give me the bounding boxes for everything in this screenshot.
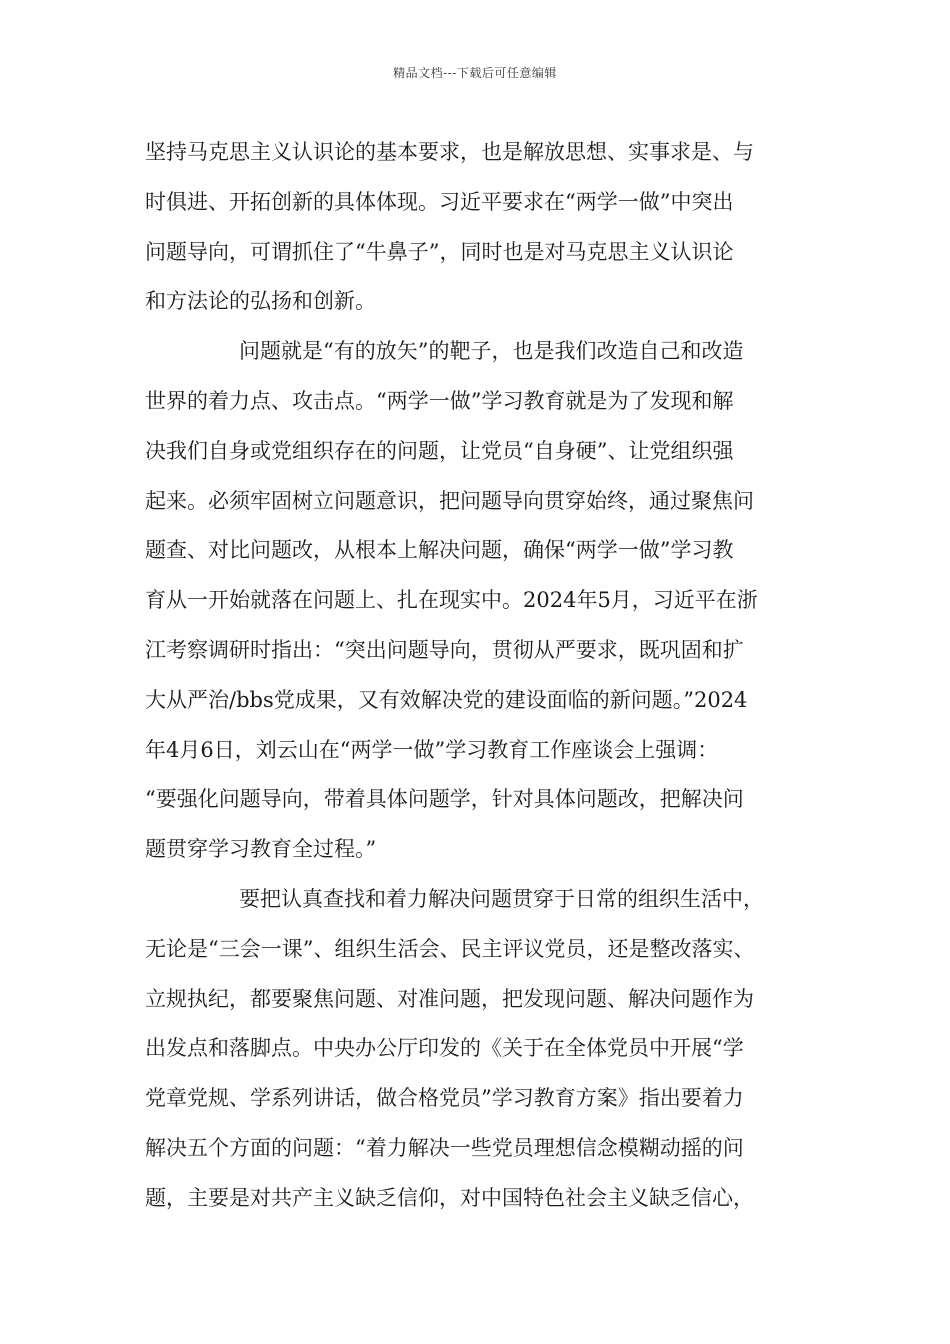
text-line: 江考察调研时指出：“突出问题导向，贯彻从严要求，既巩固和扩: [145, 637, 744, 662]
text-line: 解决五个方面的问题：“着力解决一些党员理想信念模糊动摇的问: [145, 1135, 744, 1160]
page-header: 精品文档---下载后可任意编辑: [393, 66, 557, 80]
text-line: 题贯穿学习教育全过程。”: [145, 837, 377, 862]
text-line: 坚持马克思主义认识论的基本要求，也是解放思想、实事求是、与: [145, 140, 754, 164]
text-line: 无论是“三会一课”、组织生活会、民主评议党员，还是整改落实、: [145, 936, 755, 961]
text-line: 题查、对比问题改，从根本上解决问题，确保“两学一做”学习教: [145, 538, 734, 563]
text-line: 问题就是“有的放矢”的靶子，也是我们改造自己和改造: [239, 339, 744, 364]
text-line: 年4月6日，刘云山在“两学一做”学习教育工作座谈会上强调：: [145, 737, 719, 762]
text-line: 决我们自身或党组织存在的问题，让党员“自身硬”、让党组织强: [145, 438, 734, 463]
document-body: [145, 128, 845, 1224]
text-line: 世界的着力点、攻击点。“两学一做”学习教育就是为了发现和解: [145, 388, 734, 413]
text-line: 大从严治/bbs党成果，又有效解决党的建设面临的新问题。”2024: [145, 687, 748, 712]
text-line: 和方法论的弘扬和创新。: [145, 289, 376, 314]
text-line: 问题导向，可谓抓住了“牛鼻子”，同时也是对马克思主义认识论: [145, 239, 734, 264]
text-line: 题，主要是对共产主义缺乏信仰，对中国特色社会主义缺乏信心，: [145, 1185, 754, 1210]
text-line: 育从一开始就落在问题上、扎在现实中。2024年5月，习近平在浙: [145, 588, 758, 613]
text-line: 时俱进、开拓创新的具体体现。习近平要求在“两学一做”中突出: [145, 189, 734, 214]
text-line: 起来。必须牢固树立问题意识，把问题导向贯穿始终，通过聚焦问: [145, 488, 754, 513]
text-line: “要强化问题导向，带着具体问题学，针对具体问题改，把解决问: [145, 787, 744, 812]
text-line: 出发点和落脚点。中央办公厅印发的《关于在全体党员中开展“学: [145, 1036, 744, 1061]
text-line: 立规执纪，都要聚焦问题、对准问题，把发现问题、解决问题作为: [145, 986, 754, 1011]
text-line: 要把认真查找和着力解决问题贯穿于日常的组织生活中，: [239, 886, 764, 911]
text-line: 党章党规、学系列讲话，做合格党员”学习教育方案》指出要着力: [145, 1086, 744, 1111]
